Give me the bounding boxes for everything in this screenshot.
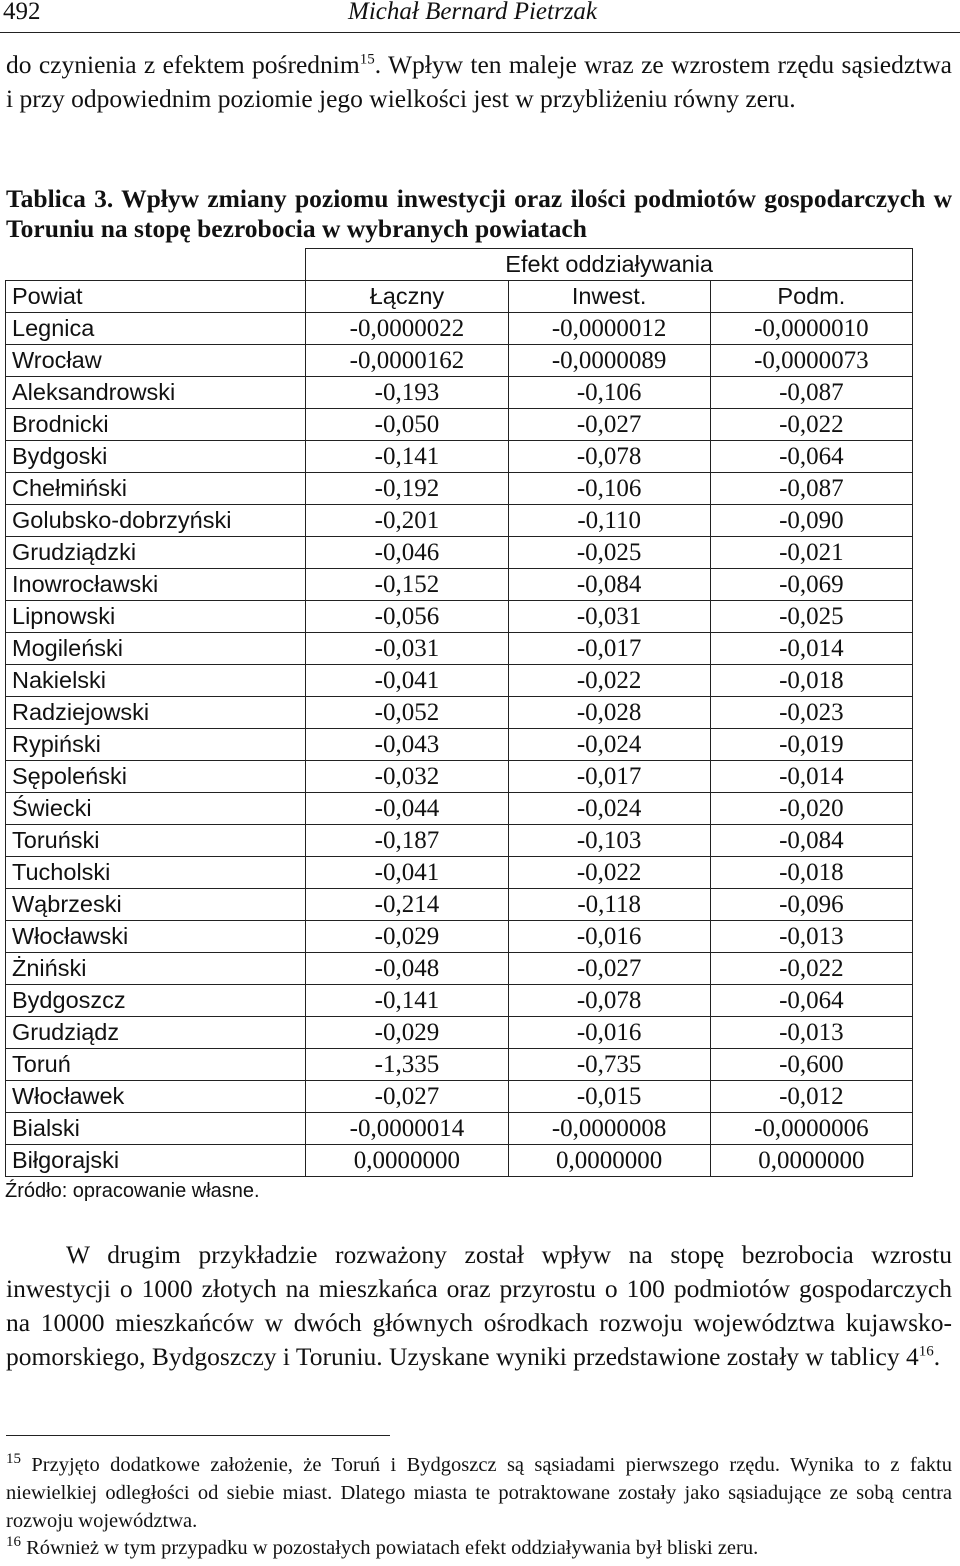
value-cell: -0,600 (710, 1049, 912, 1081)
value-cell: -0,018 (710, 665, 912, 697)
header-rule (0, 32, 960, 33)
value-cell: -0,214 (306, 889, 508, 921)
value-cell: 0,0000000 (306, 1145, 508, 1177)
table-row (6, 793, 913, 825)
value-cell: -0,187 (306, 825, 508, 857)
value-cell: -0,017 (508, 633, 710, 665)
value-cell: -0,023 (710, 697, 912, 729)
value-cell: -0,106 (508, 377, 710, 409)
value-cell: -0,084 (508, 569, 710, 601)
powiat-cell: Bydgoski (6, 441, 306, 473)
powiat-cell: Toruń (6, 1049, 306, 1081)
column-header-inwest: Inwest. (508, 281, 710, 313)
value-cell: -0,084 (710, 825, 912, 857)
value-cell: -0,106 (508, 473, 710, 505)
table-row (6, 441, 913, 473)
footnote-mark: 15 (6, 1451, 21, 1468)
value-cell: -0,192 (306, 473, 508, 505)
table-row (6, 857, 913, 889)
table-row (6, 889, 913, 921)
value-cell: -0,078 (508, 441, 710, 473)
value-cell: -0,022 (508, 665, 710, 697)
powiat-cell: Golubsko-dobrzyński (6, 505, 306, 537)
value-cell: -0,041 (306, 857, 508, 889)
table-row (6, 1113, 913, 1145)
body-text-end: . (933, 1342, 941, 1371)
powiat-cell: Świecki (6, 793, 306, 825)
table-row (6, 985, 913, 1017)
value-cell: -0,041 (306, 665, 508, 697)
group-header-cell: Efekt oddziaływania (306, 249, 913, 281)
value-cell: -0,110 (508, 505, 710, 537)
value-cell: -0,069 (710, 569, 912, 601)
column-header-laczny: Łączny (306, 281, 508, 313)
powiat-cell: Włocławski (6, 921, 306, 953)
value-cell: -0,025 (710, 601, 912, 633)
value-cell: -0,193 (306, 377, 508, 409)
value-cell: -0,018 (710, 857, 912, 889)
table-row (6, 825, 913, 857)
page-number: 492 (3, 0, 41, 25)
table-row (6, 1049, 913, 1081)
table-group-header-row (6, 249, 913, 281)
value-cell: -0,015 (508, 1081, 710, 1113)
value-cell: -0,201 (306, 505, 508, 537)
value-cell: -0,014 (710, 633, 912, 665)
footnote-text: Również w tym przypadku w pozostałych powiatach efekt oddziaływania był bliski zeru. (21, 1537, 759, 1559)
powiat-cell: Bydgoszcz (6, 985, 306, 1017)
footnote-text: Przyjęto dodatkowe założenie, że Toruń i Bydgoszcz są sąsiadami pierwszego rzędu. Wynika to z faktu niewielkiej odległości od siebie miast. Dlatego miasta te potraktowane zostały jako sąsiadujące ze sobą centra rozwoju województwa. (6, 1454, 952, 1532)
value-cell: -0,052 (306, 697, 508, 729)
powiat-cell: Grudziądz (6, 1017, 306, 1049)
body-text: W drugim przykładzie rozważony został wpływ na stopę bezrobocia wzrostu inwestycji o 1000 złotych na mieszkańca oraz przyrostu o 100 podmiotów gospodarczych na 10000 mieszkańców w dwóch głównych ośrodkach rozwoju województwa kujawsko-pomorskiego, Bydgoszczy i Toruniu. Uzyskane wyniki przedstawione zostały w tablicy 4 (6, 1240, 952, 1371)
powiat-cell: Tucholski (6, 857, 306, 889)
value-cell: -0,016 (508, 921, 710, 953)
table-row (6, 601, 913, 633)
column-header-powiat: Powiat (6, 281, 306, 313)
value-cell: -0,056 (306, 601, 508, 633)
table-row (6, 729, 913, 761)
value-cell: -0,043 (306, 729, 508, 761)
value-cell: -0,022 (710, 953, 912, 985)
value-cell: -0,096 (710, 889, 912, 921)
powiat-cell: Wrocław (6, 345, 306, 377)
intro-text-end: . Wpływ ten maleje wraz ze wzrostem rzędu sąsiedztwa i przy odpowiednim poziomie jego wielkości jest w przybliżeniu równy zeru. (6, 50, 952, 113)
page-header (0, 0, 960, 34)
powiat-cell: Biłgorajski (6, 1145, 306, 1177)
table-caption: Tablica 3. Wpływ zmiany poziomu inwestycji oraz ilości podmiotów gospodarczych w Toruniu na stopę bezrobocia w wybranych powiatach (6, 184, 952, 243)
value-cell: -0,028 (508, 697, 710, 729)
table-row (6, 505, 913, 537)
table-row (6, 409, 913, 441)
value-cell: -0,118 (508, 889, 710, 921)
powiat-cell: Rypiński (6, 729, 306, 761)
value-cell: -0,012 (710, 1081, 912, 1113)
table-row (6, 569, 913, 601)
value-cell: -0,032 (306, 761, 508, 793)
table-row (6, 697, 913, 729)
table-row (6, 313, 913, 345)
value-cell: -0,078 (508, 985, 710, 1017)
powiat-cell: Chełmiński (6, 473, 306, 505)
column-header-podm: Podm. (710, 281, 912, 313)
value-cell: -0,029 (306, 921, 508, 953)
table-corner-cell (6, 249, 306, 281)
value-cell: -0,013 (710, 1017, 912, 1049)
value-cell: -0,0000073 (710, 345, 912, 377)
value-cell: -0,017 (508, 761, 710, 793)
value-cell: -1,335 (306, 1049, 508, 1081)
powiat-cell: Lipnowski (6, 601, 306, 633)
table-row (6, 761, 913, 793)
footnote-rule (6, 1435, 390, 1436)
value-cell: -0,087 (710, 377, 912, 409)
powiat-cell: Brodnicki (6, 409, 306, 441)
value-cell: -0,044 (306, 793, 508, 825)
table-row (6, 953, 913, 985)
value-cell: -0,031 (306, 633, 508, 665)
table-row (6, 377, 913, 409)
table-row (6, 537, 913, 569)
table-row (6, 665, 913, 697)
value-cell: -0,0000162 (306, 345, 508, 377)
powiat-cell: Legnica (6, 313, 306, 345)
table-row (6, 1017, 913, 1049)
table-header-row (6, 281, 913, 313)
powiat-cell: Toruński (6, 825, 306, 857)
body-paragraph (6, 1238, 952, 1374)
value-cell: -0,0000014 (306, 1113, 508, 1145)
value-cell: -0,0000022 (306, 313, 508, 345)
value-cell: -0,141 (306, 985, 508, 1017)
table-row (6, 921, 913, 953)
powiat-cell: Inowrocławski (6, 569, 306, 601)
value-cell: -0,735 (508, 1049, 710, 1081)
value-cell: -0,0000008 (508, 1113, 710, 1145)
value-cell: -0,014 (710, 761, 912, 793)
footnote-15 (6, 1451, 952, 1535)
value-cell: -0,0000006 (710, 1113, 912, 1145)
value-cell: -0,152 (306, 569, 508, 601)
value-cell: -0,031 (508, 601, 710, 633)
powiat-cell: Grudziądzki (6, 537, 306, 569)
value-cell: -0,024 (508, 793, 710, 825)
value-cell: -0,027 (508, 409, 710, 441)
value-cell: -0,029 (306, 1017, 508, 1049)
intro-paragraph (6, 48, 952, 116)
value-cell: -0,021 (710, 537, 912, 569)
value-cell: -0,048 (306, 953, 508, 985)
table-row (6, 1081, 913, 1113)
value-cell: -0,0000089 (508, 345, 710, 377)
value-cell: -0,046 (306, 537, 508, 569)
value-cell: -0,024 (508, 729, 710, 761)
table-row (6, 1145, 913, 1177)
value-cell: -0,025 (508, 537, 710, 569)
value-cell: -0,013 (710, 921, 912, 953)
value-cell: -0,022 (508, 857, 710, 889)
value-cell: -0,103 (508, 825, 710, 857)
value-cell: -0,064 (710, 985, 912, 1017)
powiat-cell: Sępoleński (6, 761, 306, 793)
value-cell: -0,020 (710, 793, 912, 825)
footnote-16 (6, 1534, 952, 1562)
value-cell: 0,0000000 (508, 1145, 710, 1177)
footnote-ref-16[interactable]: 16 (918, 1343, 934, 1360)
powiat-cell: Wąbrzeski (6, 889, 306, 921)
running-title: Michał Bernard Pietrzak (348, 0, 598, 25)
value-cell: 0,0000000 (710, 1145, 912, 1177)
value-cell: -0,087 (710, 473, 912, 505)
intro-text: do czynienia z efektem pośrednim (6, 50, 360, 79)
value-cell: -0,0000012 (508, 313, 710, 345)
powiat-cell: Mogileński (6, 633, 306, 665)
table-row (6, 633, 913, 665)
table-source: Źródło: opracowanie własne. (5, 1180, 260, 1202)
footnote-ref-15[interactable]: 15 (359, 51, 375, 68)
value-cell: -0,0000010 (710, 313, 912, 345)
value-cell: -0,022 (710, 409, 912, 441)
value-cell: -0,027 (508, 953, 710, 985)
value-cell: -0,050 (306, 409, 508, 441)
table-row (6, 473, 913, 505)
powiat-cell: Nakielski (6, 665, 306, 697)
table-row (6, 345, 913, 377)
value-cell: -0,090 (710, 505, 912, 537)
powiat-cell: Bialski (6, 1113, 306, 1145)
powiat-cell: Aleksandrowski (6, 377, 306, 409)
powiat-cell: Radziejowski (6, 697, 306, 729)
value-cell: -0,016 (508, 1017, 710, 1049)
powiat-cell: Włocławek (6, 1081, 306, 1113)
footnote-mark: 16 (6, 1534, 21, 1551)
value-cell: -0,064 (710, 441, 912, 473)
powiat-cell: Żniński (6, 953, 306, 985)
data-table (5, 248, 913, 1177)
value-cell: -0,019 (710, 729, 912, 761)
value-cell: -0,141 (306, 441, 508, 473)
value-cell: -0,027 (306, 1081, 508, 1113)
